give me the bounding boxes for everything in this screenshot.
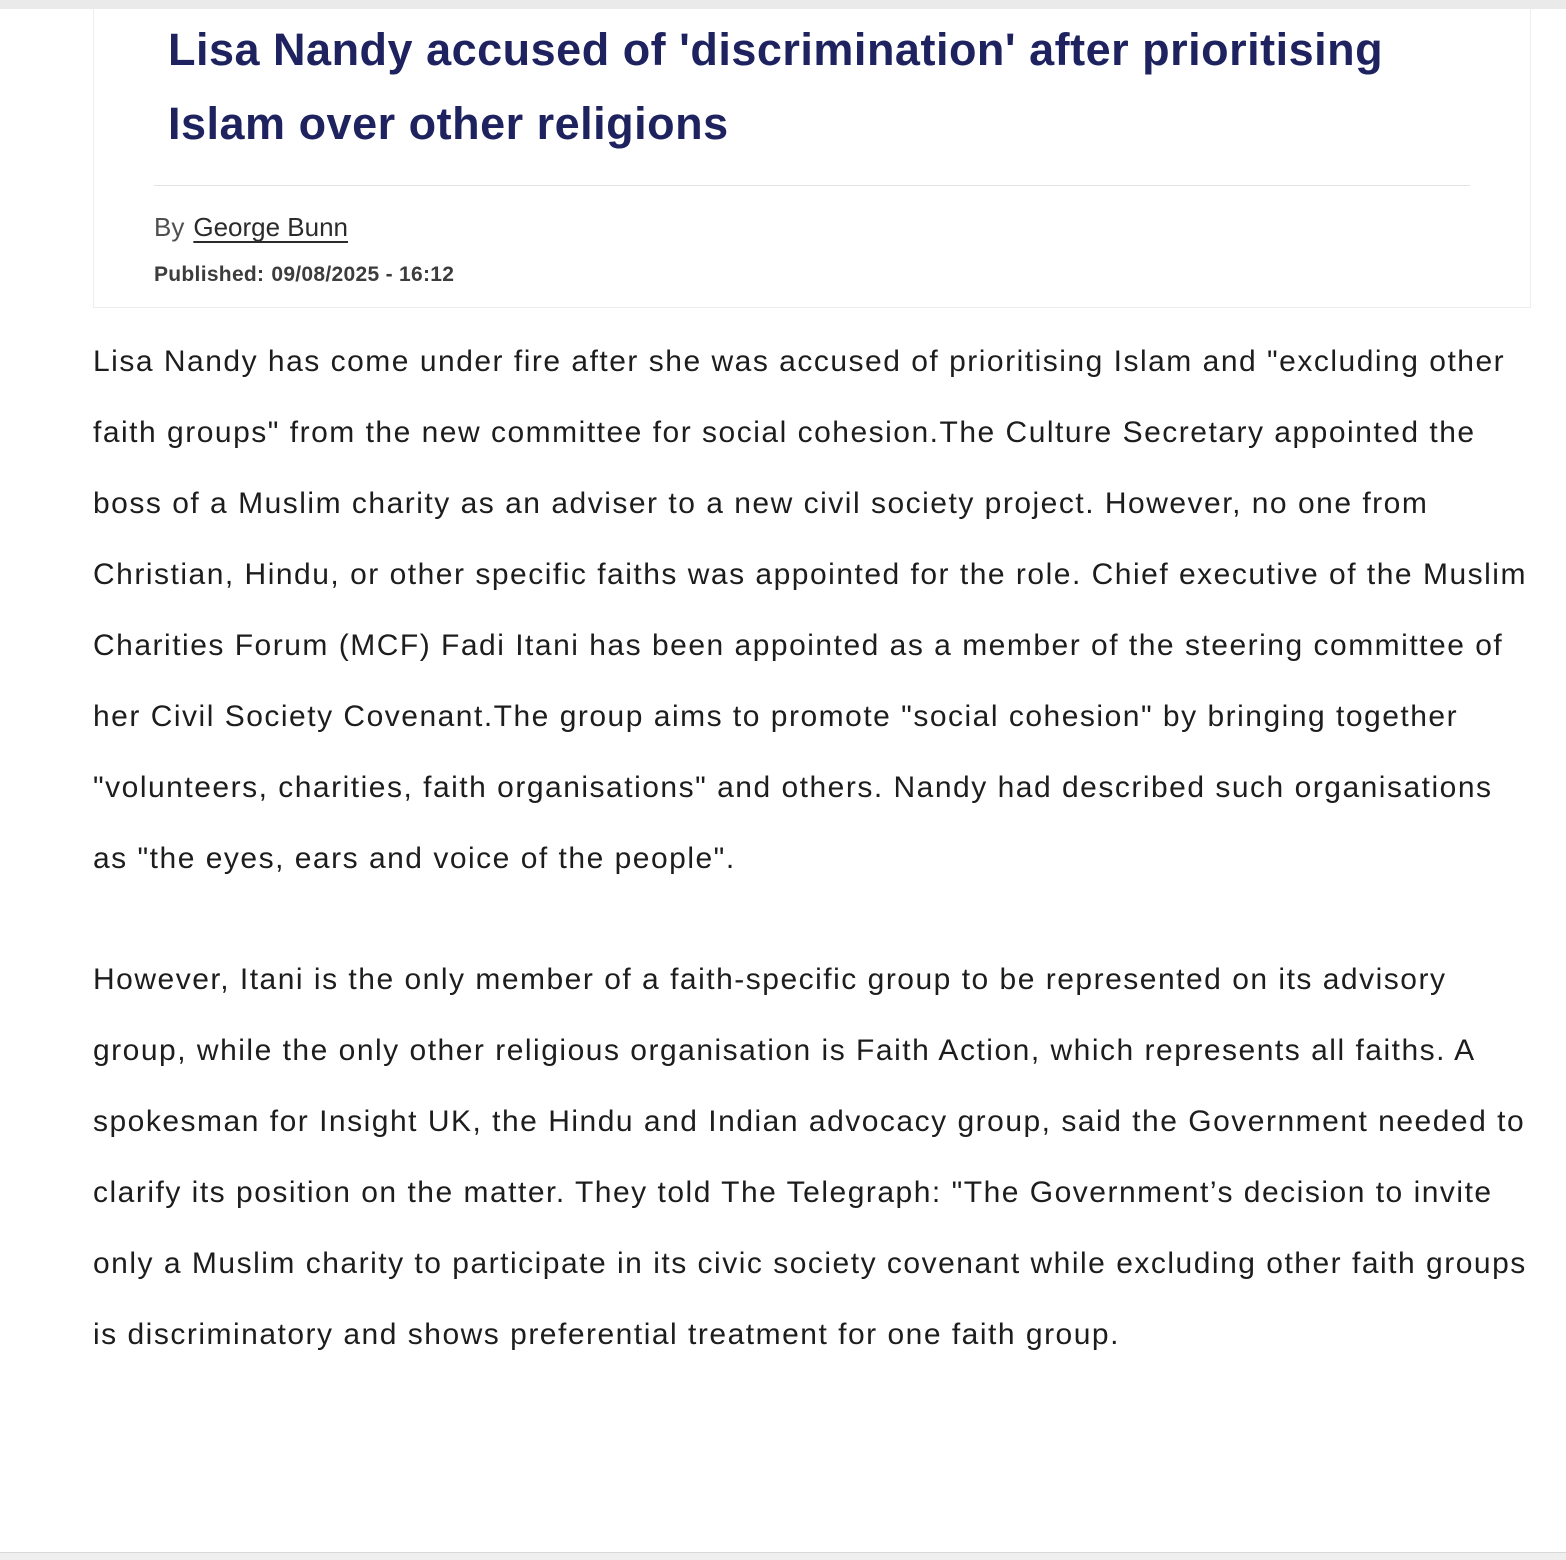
byline-prefix: By — [154, 212, 185, 242]
horizontal-scrollbar[interactable] — [0, 1552, 1566, 1560]
published-value: 09/08/2025 - 16:12 — [271, 263, 455, 286]
article-header-card — [93, 9, 1531, 308]
published-label: Published: — [154, 263, 265, 286]
article-headline: Lisa Nandy accused of 'discrimination' after prioritising Islam over other religions — [168, 24, 1384, 149]
author-link[interactable]: George Bunn — [193, 212, 349, 242]
byline — [154, 210, 1470, 244]
header-divider — [154, 185, 1470, 186]
article-paragraph-2: However, Itani is the only member of a faith-specific group to be represented on its advisory group, while the only other religious organisation is Faith Action, which represents all faiths. A spokesman for Insight UK, the Hindu and Indian advocacy group, said the Government needed to clarify its position on the matter. They told The Telegraph: "The Government’s decision to invite only a Muslim charity to participate in its civic society covenant while excluding other faith groups is discriminatory and shows preferential treatment for one faith group. — [93, 963, 1527, 1351]
article-paragraph-1: Lisa Nandy has come under fire after she was accused of prioritising Islam and "excluding other faith groups" from the new committee for social cohesion.The Culture Secretary appointed the boss of a Muslim charity as an adviser to a new civil society project. However, no one from Christian, Hindu, or other specific faiths was appointed for the role. Chief executive of the Muslim Charities Forum (MCF) Fadi Itani has been appointed as a member of the steering committee of her Civil Society Covenant.The group aims to promote "social cohesion" by bringing together "volunteers, charities, faith organisations" and others. Nandy had described such organisations as "the eyes, ears and voice of the people". — [93, 345, 1527, 875]
article-body — [93, 326, 1533, 1370]
published-date — [154, 262, 1470, 288]
top-bar — [0, 0, 1566, 9]
